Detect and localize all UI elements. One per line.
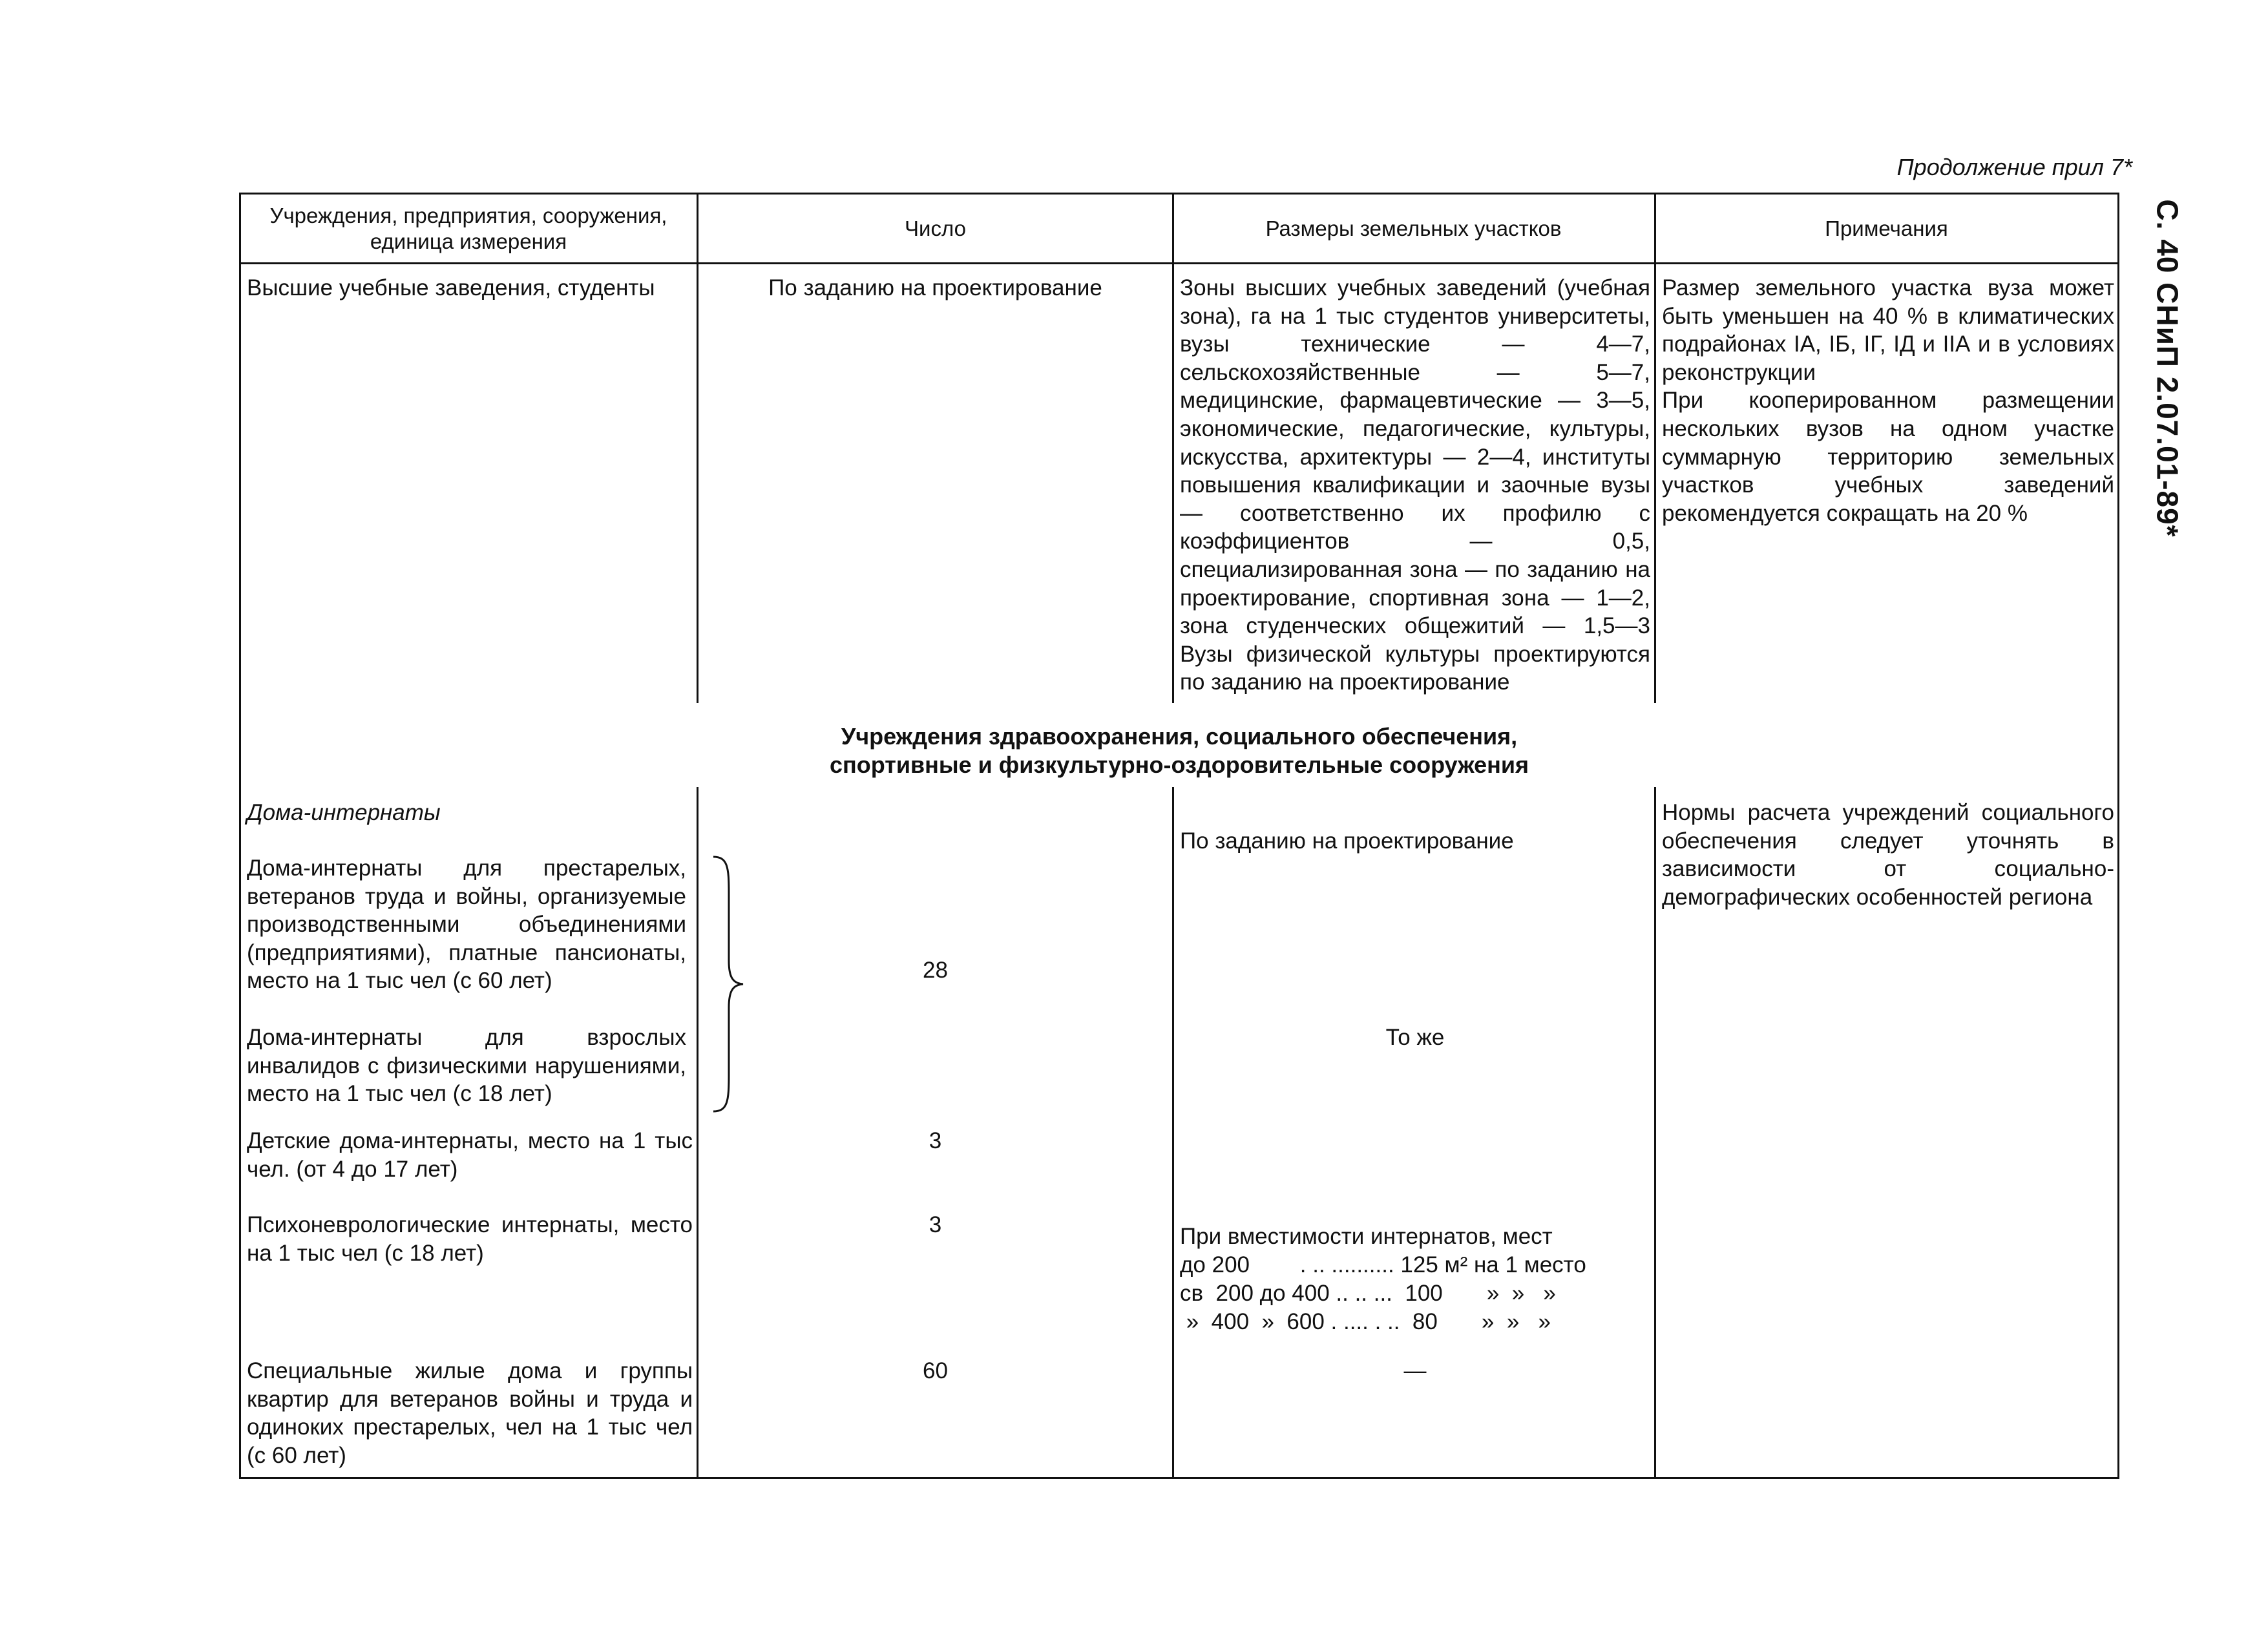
row-children-homes-name: Детские дома-интернаты, место на 1 тыс чел. (от 4 до 17 лет): [247, 1128, 693, 1182]
section-title: Учреждения здравоохранения, социального обеспечения, спортивные и физкультурно-оздоровительные сооружения: [829, 723, 1529, 778]
row-psycho-number: 3: [929, 1212, 942, 1237]
row-universities-area: Зоны высших учебных заведений (учебная зона), га на 1 тыс студентов университеты, вузы технические — 4—7, сельскохозяйственные — 5—7, медицинские, фармацевтические — 3—5, экономические, педагогические, культуры, искусства, архитектуры — 2—4, институты повышения квалификации и заочные вузы — соответственно их профилю с коэффициентов — 0,5, специализированная зона — по заданию на проектирование, спортивная зона — 1—2, зона студенческих общежитий — 1,5—3 Вузы физической культуры проектируются по заданию на проектирование: [1180, 275, 1650, 695]
row-special-housing-number: 60: [923, 1358, 948, 1383]
row-universities-notes: Размер земельного участка вуза может быть уменьшен на 40 % в климатических подрайонах IА, IБ, IГ, IД и IIА и в условиях реконструкции При кооперированном размещении нескольких вузов на одном участке суммарную территорию земельных участков учебных заведений рекомендуется сокращать на 20 %: [1662, 275, 2114, 526]
continuation-label: Продолжение прил 7*: [1896, 154, 2132, 180]
brace-number: 28: [923, 958, 948, 983]
row-elderly-homes-name: Дома-интернаты для престарелых, ветеранов труда и войны, организуемые производственными объединениями (предприятиями), платные пансионаты, место на 1 тыс чел (с 60 лет): [247, 856, 686, 994]
group-note: Нормы расчета учреждений социального обеспечения следует уточнять в зависимости от социально-демографических особенностей региона: [1662, 800, 2114, 910]
side-page-header: [2132, 162, 2203, 575]
capacity-line: св 200 до 400 .. .. ... 100 » » »: [1180, 1281, 1556, 1306]
header-area: Размеры земельных участков: [1265, 216, 1562, 240]
capacity-line: При вместимости интернатов, мест: [1180, 1224, 1553, 1249]
row-psycho-name: Психоневрологические интернаты, место на 1 тыс чел (с 18 лет): [247, 1212, 693, 1266]
header-name: Учреждения, предприятия, сооружения, единица измерения: [269, 204, 667, 253]
side-page-header-text: С. 40 СНиП 2.07.01-89*: [2151, 199, 2185, 538]
row-universities-number: По заданию на проектирование: [768, 275, 1102, 300]
row-disabled-homes-name: Дома-интернаты для взрослых инвалидов с физическими нарушениями, место на 1 тыс чел (с 18 лет): [247, 1025, 686, 1107]
row-disabled-homes-area: То же: [1385, 1025, 1445, 1050]
header-number: Число: [905, 216, 966, 240]
row-special-housing-name: Специальные жилые дома и группы квартир для ветеранов войны и труда и одиноких престарелых, чел на 1 тыс чел (с 60 лет): [247, 1358, 693, 1468]
capacity-line: до 200 . .. .......... 125 м² на 1 место: [1180, 1252, 1586, 1277]
group-title: Дома-интернаты: [247, 800, 441, 825]
row-children-homes-number: 3: [929, 1128, 942, 1153]
row-universities-name: Высшие учебные заведения, студенты: [247, 275, 655, 300]
row-elderly-homes-area: По заданию на проектирование: [1180, 828, 1514, 854]
header-notes: Примечания: [1825, 216, 1948, 240]
row-special-housing-area: —: [1403, 1358, 1427, 1383]
capacity-line: » 400 » 600 . .... . .. 80 » » »: [1180, 1309, 1551, 1334]
